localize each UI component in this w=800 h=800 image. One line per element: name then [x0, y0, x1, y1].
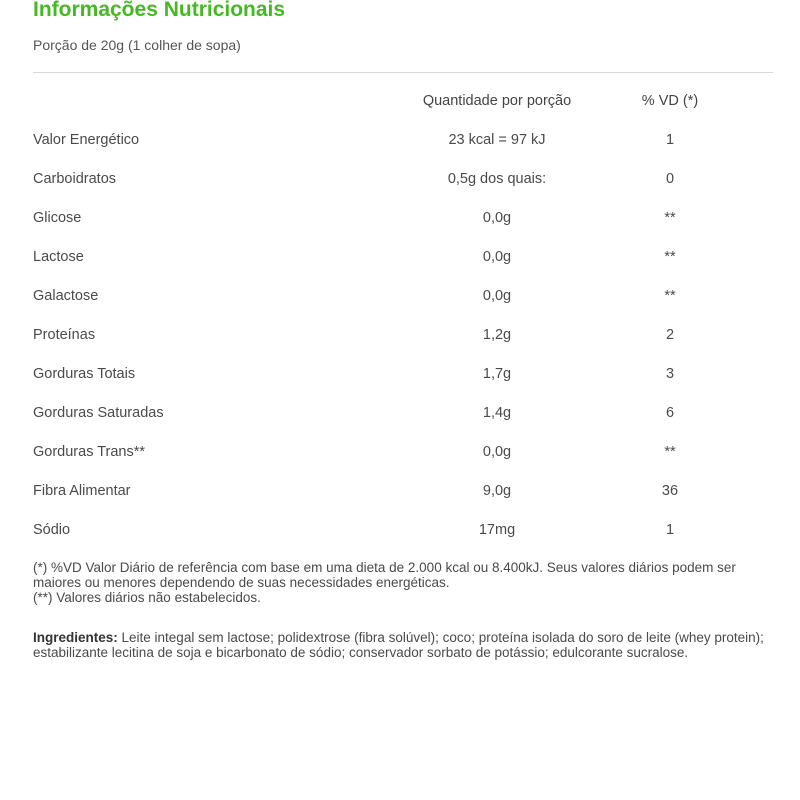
nutrient-amount: 1,2g [482, 326, 512, 343]
nutrient-dv: 3 [665, 365, 675, 382]
header-amount: Quantidade por porção [422, 92, 572, 109]
nutrient-dv: 1 [665, 131, 675, 148]
header-dv: % VD (*) [641, 92, 699, 109]
nutrient-amount: 9,0g [482, 482, 512, 499]
nutrient-dv: ** [664, 209, 676, 226]
nutrient-name: Gorduras Trans** [33, 443, 146, 460]
table-row [33, 471, 763, 510]
footnote-not-established: (**) Valores diários não estabelecidos. [33, 590, 261, 605]
nutrient-dv: ** [664, 248, 676, 265]
table-row [33, 276, 763, 315]
nutrient-name: Fibra Alimentar [33, 482, 131, 499]
table-row [33, 198, 763, 237]
header-nutrient [33, 81, 417, 120]
nutrient-amount: 0,0g [482, 248, 512, 265]
table-row [33, 354, 763, 393]
footnote-vd: (*) %VD Valor Diário de referência com base em uma dieta de 2.000 kcal ou 8.400kJ. Seus valores diários podem ser maiores ou menores dependendo de suas necessidades energéticas. [33, 560, 736, 590]
nutrient-name: Proteínas [33, 326, 96, 343]
table-row [33, 159, 763, 198]
nutrient-name: Gorduras Saturadas [33, 404, 164, 421]
nutrient-dv: ** [664, 443, 676, 460]
nutrient-amount: 0,5g dos quais: [447, 170, 547, 187]
nutrient-dv: 6 [665, 404, 675, 421]
nutrient-name: Sódio [33, 521, 71, 538]
header-row [33, 81, 763, 120]
table-row [33, 237, 763, 276]
table-body [33, 120, 763, 549]
nutrient-name: Gorduras Totais [33, 365, 136, 382]
divider [33, 72, 773, 73]
table-row [33, 120, 763, 159]
nutrient-amount: 23 kcal = 97 kJ [448, 131, 546, 148]
table-header [33, 81, 763, 120]
nutrient-amount: 1,4g [482, 404, 512, 421]
nutrient-amount: 0,0g [482, 443, 512, 460]
table-row [33, 510, 763, 549]
nutrient-name: Galactose [33, 287, 99, 304]
nutrition-table [33, 81, 763, 549]
ingredients [33, 630, 773, 660]
table-row [33, 432, 763, 471]
nutrient-dv: ** [664, 287, 676, 304]
page-title: Informações Nutricionais [33, 0, 286, 21]
nutrient-dv: 2 [665, 326, 675, 343]
ingredients-label: Ingredientes: [33, 630, 118, 645]
table-row [33, 315, 763, 354]
nutrient-amount: 1,7g [482, 365, 512, 382]
nutrient-dv: 36 [661, 482, 679, 499]
nutrient-name: Carboidratos [33, 170, 117, 187]
footnotes [33, 560, 773, 605]
nutrient-dv: 1 [665, 521, 675, 538]
serving-size: Porção de 20g (1 colher de sopa) [33, 37, 241, 53]
ingredients-text: Leite integal sem lactose; polidextrose (fibra solúvel); coco; proteína isolada do soro de leite (whey protein); estabilizante lecitina de soja e bicarbonato de sódio; conservador sorbato de potássio; edulcorante sucralose. [33, 630, 764, 660]
nutrient-dv: 0 [665, 170, 675, 187]
nutrient-amount: 17mg [478, 521, 516, 538]
nutrient-amount: 0,0g [482, 209, 512, 226]
nutrient-name: Lactose [33, 248, 84, 265]
nutrient-name: Valor Energético [33, 131, 140, 148]
table-row [33, 393, 763, 432]
nutrient-name: Glicose [33, 209, 82, 226]
nutrient-amount: 0,0g [482, 287, 512, 304]
